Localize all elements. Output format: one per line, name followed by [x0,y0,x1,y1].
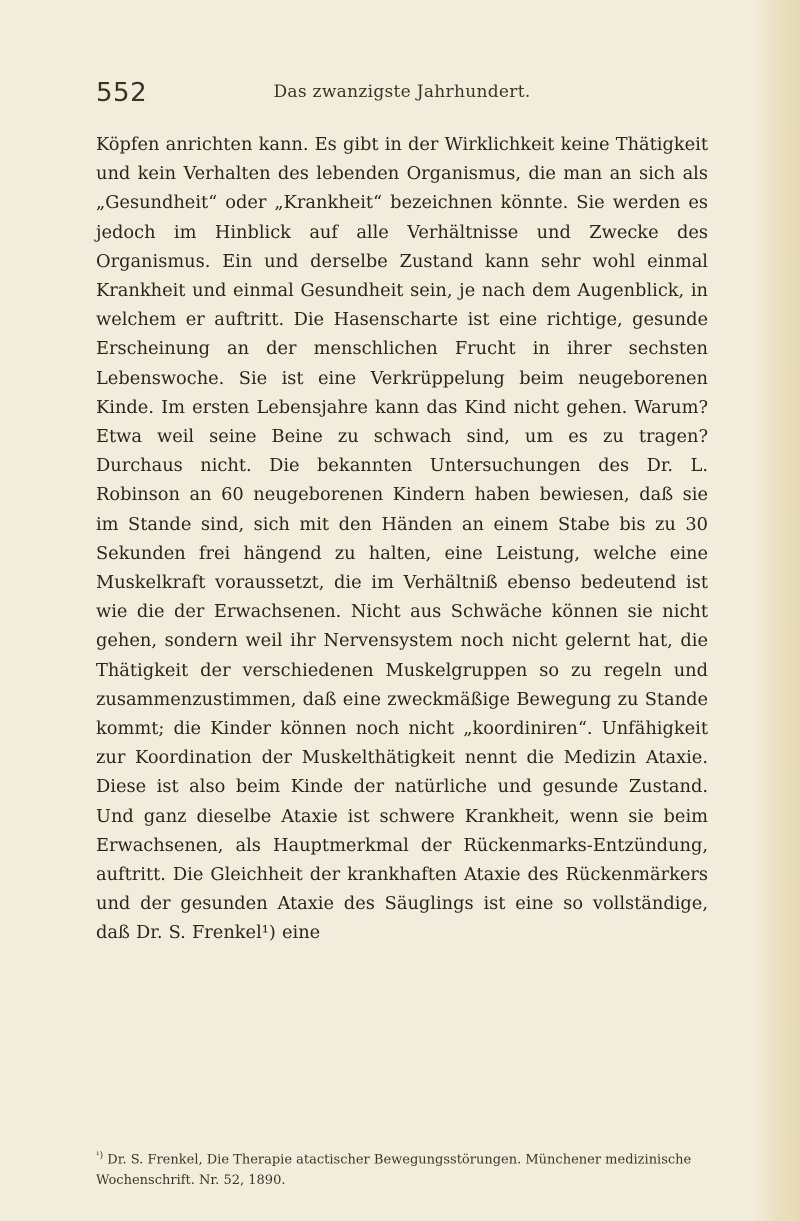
page-header [96,78,708,114]
footnote-text: Dr. S. Frenkel, Die Therapie atactischer Bewegungsstörungen. Münchener medizinische Wochenschrift. Nr. 52, 1890. [96,1152,692,1189]
body-text [96,130,708,948]
page-edge-shadow [754,0,800,1221]
main-paragraph: Köpfen anrichten kann. Es gibt in der Wirklichkeit keine Thätigkeit und kein Verhalten des lebenden Organismus, die man an sich als „Gesundheit“ oder „Krankheit“ bezeichnen könnte. Sie werden es jedoch im Hinblick auf alle Verhältnisse und Zwecke des Organismus. Ein und derselbe Zustand kann sehr wohl einmal Krankheit und einmal Gesundheit sein, je nach dem Augenblick, in welchem er auftritt. Die Hasenscharte ist eine richtige, gesunde Erscheinung an der menschlichen Frucht in ihrer sechsten Lebenswoche. Sie ist eine Verkrüppelung beim neugeborenen Kinde. Im ersten Lebensjahre kann das Kind nicht gehen. Warum? Etwa weil seine Beine zu schwach sind, um es zu tragen? Durchaus nicht. Die bekannten Untersuchungen des Dr. L. Robinson an 60 neugeborenen Kindern haben bewiesen, daß sie im Stande sind, sich mit den Händen an einem Stabe bis zu 30 Sekunden frei hängend zu halten, eine Leistung, welche eine Muskelkraft voraussetzt, die im Verhältniß ebenso bedeutend ist wie die der Erwachsenen. Nicht aus Schwäche können sie nicht gehen, sondern weil ihr Nervensystem noch nicht gelernt hat, die Thätigkeit der verschiedenen Muskelgruppen so zu regeln und zusammenzustimmen, daß eine zweckmäßige Bewegung zu Stande kommt; die Kinder können noch nicht „koordiniren“. Unfähigkeit zur Koordination der Muskelthätigkeit nennt die Medizin Ataxie. Diese ist also beim Kinde der natürliche und gesunde Zustand. Und ganz dieselbe Ataxie ist schwere Krankheit, wenn sie beim Erwachsenen, als Hauptmerkmal der Rückenmarks-Entzündung, auftritt. Die Gleichheit der krankhaften Ataxie des Rückenmärkers und der gesunden Ataxie des Säuglings ist eine so vollständige, daß Dr. S. Frenkel¹) eine [96,134,708,944]
footnote-marker: ¹) [96,1151,104,1161]
footnote [96,1146,708,1191]
running-title: Das zwanzigste Jahrhundert. [273,82,531,102]
page-number: 552 [96,78,148,108]
